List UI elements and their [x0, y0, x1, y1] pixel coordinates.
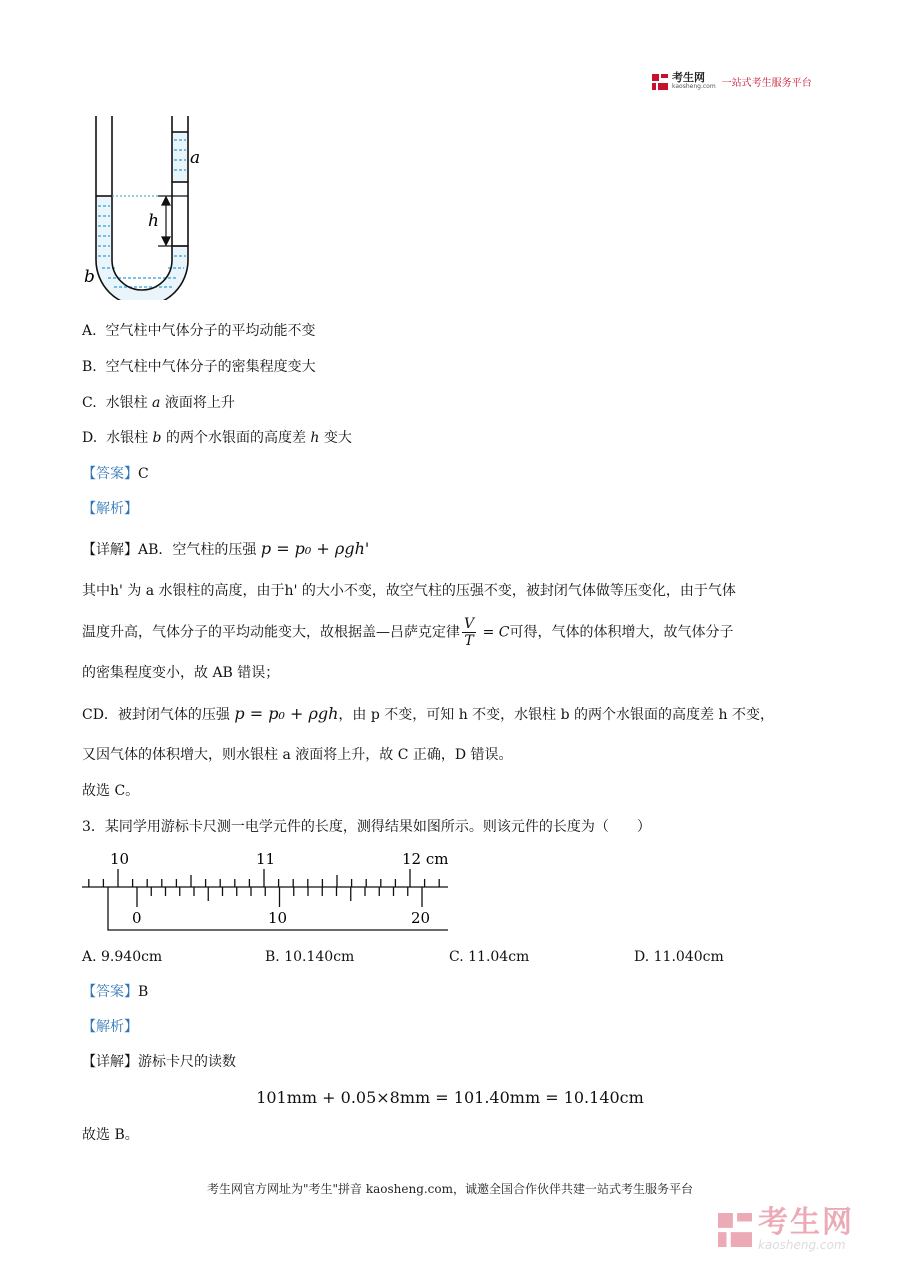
q3-conclusion: 故选 B。 — [82, 1127, 139, 1143]
watermark-domain: kaosheng.com — [758, 1238, 846, 1252]
header-logo[interactable] — [652, 73, 812, 90]
u-tube-figure — [80, 110, 220, 300]
height-arrow — [162, 197, 170, 245]
q2-option-d[interactable]: D. 水银柱 b 的两个水银面的高度差 h 变大 — [82, 430, 352, 446]
q2-conclusion: 故选 C。 — [82, 783, 140, 799]
q3-analysis — [82, 1017, 138, 1037]
formula-pressure-1: p = p₀ + ρgh' — [260, 539, 370, 558]
vernier-label-0: 0 — [132, 909, 142, 927]
label-a: a — [190, 148, 201, 168]
q2-detail-3: 温度升高，气体分子的平均动能变大，故根据盖—吕萨克定律 $\frac{V}{T}$ = C可得，气体的体积增大，故气体分子 — [82, 616, 734, 649]
q2-answer: 【答案】C — [82, 466, 149, 482]
analysis-tag: 【解析】 — [82, 1019, 138, 1035]
vernier-label-10: 10 — [268, 909, 288, 927]
logo-name: 考生网 — [672, 71, 705, 84]
fraction-v-t: $\frac{V}{T}$ — [464, 616, 475, 649]
q3-option-d[interactable]: D. 11.040cm — [634, 949, 724, 965]
answer-tag: 【答案】 — [82, 466, 138, 482]
q2-detail-4: 的密集程度变小，故 AB 错误； — [82, 665, 280, 681]
q2-analysis — [82, 499, 138, 519]
watermark-name: 考生网 — [758, 1205, 854, 1240]
q2-detail-2: 其中h' 为 a 水银柱的高度，由于h' 的大小不变，故空气柱的压强不变，被封闭气体做等压变化，由于气体 — [82, 583, 736, 599]
watermark — [718, 1205, 854, 1252]
q3-stem: 3．某同学用游标卡尺测一电学元件的长度，测得结果如图所示。则该元件的长度为（ ） — [82, 819, 651, 835]
analysis-tag: 【解析】 — [82, 501, 138, 517]
formula-pressure-2: p = p₀ + ρgh — [234, 704, 339, 723]
q2-option-a[interactable]: A. 空气柱中气体分子的平均动能不变 — [82, 323, 316, 339]
main-scale-label-12: 12 cm — [402, 850, 449, 868]
watermark-logo-icon — [718, 1213, 752, 1247]
q2-detail-6: 又因气体的体积增大，则水银柱 a 液面将上升，故 C 正确，D 错误。 — [82, 747, 513, 763]
kaosheng-logo-icon — [652, 74, 668, 90]
label-h: h — [148, 211, 159, 231]
vernier-label-20: 20 — [411, 909, 431, 927]
q2-option-c[interactable]: C. 水银柱 a 液面将上升 — [82, 395, 235, 411]
logo-domain: kaosheng.com — [672, 83, 716, 90]
vernier-caliper-figure — [80, 848, 460, 938]
main-scale — [82, 869, 448, 887]
main-scale-label-10: 10 — [110, 850, 130, 868]
logo-slogan: 一站式考生服务平台 — [721, 78, 812, 89]
q3-option-b[interactable]: B. 10.140cm — [265, 949, 355, 965]
q3-option-a[interactable]: A. 9.940cm — [82, 949, 163, 965]
q3-formula: 101mm + 0.05×8mm = 101.40mm = 10.140cm — [256, 1088, 644, 1107]
q3-answer: 【答案】B — [82, 984, 149, 1000]
q2-option-b[interactable]: B. 空气柱中气体分子的密集程度变大 — [82, 359, 316, 375]
q3-option-c[interactable]: C. 11.04cm — [449, 949, 530, 965]
answer-tag: 【答案】 — [82, 984, 138, 1000]
label-b: b — [84, 267, 95, 287]
main-scale-label-11: 11 — [256, 850, 276, 868]
footer-text: 考生网官方网址为"考生"拼音 kaosheng.com，诚邀全国合作伙伴共建一站式考生服务平台 — [206, 1182, 694, 1196]
q2-detail-5: CD．被封闭气体的压强 p = p₀ + ρgh，由 p 不变，可知 h 不变，水银柱 b 的两个水银面的高度差 h 不变， — [82, 704, 774, 723]
q2-detail-1: 【详解】AB．空气柱的压强 p = p₀ + ρgh' — [82, 539, 370, 558]
q3-detail: 【详解】游标卡尺的读数 — [82, 1054, 236, 1070]
